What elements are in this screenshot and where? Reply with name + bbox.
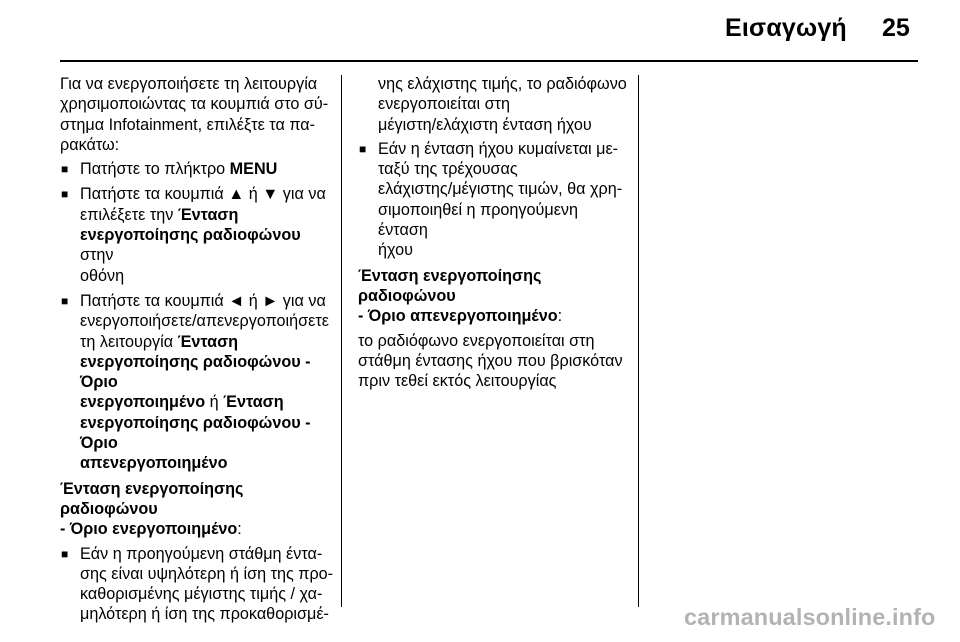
bullet-square-icon: ■ xyxy=(61,546,69,561)
list-item-continued: νης ελάχιστης τιμής, το ραδιόφωνο ενεργοποιείται στη μέγιστη/ελάχιστη ένταση ήχου xyxy=(378,75,627,134)
section-heading: Ένταση ενεργοποίησης ραδιοφώνου - Όριο ενεργοποιημένο: xyxy=(60,479,244,539)
list-item: ■ Πατήστε τα κουμπιά ▲ ή ▼ για να επιλέξετε την Ένταση ενεργοποίησης ραδιοφώνου στην οθόνη xyxy=(61,185,326,285)
body-paragraph: το ραδιόφωνο ενεργοποιείται στη στάθμη έντασης ήχου που βρισκόταν πριν τεθεί εκτός λειτουργίας xyxy=(358,331,623,391)
watermark-text: carmanualsonline.info xyxy=(684,604,936,630)
list-item: ■ Πατήστε τα κουμπιά ◄ ή ► για να ενεργοποιήσετε/απενεργοποιήσετε τη λειτουργία Ένταση ενεργοποίησης ραδιοφώνου - Όριο ενεργοποιημένο ή Ένταση ενεργοποίησης ραδιοφώνου - Όριο απενεργοποιημένο xyxy=(61,291,329,473)
bullet-square-icon: ■ xyxy=(61,187,69,202)
bullet-square-icon: ■ xyxy=(359,141,367,156)
list-item: ■ Εάν η ένταση ήχου κυμαίνεται με- ταξύ της τρέχουσας ελάχιστης/μέγιστης τιμών, θα χρη- σιμοποιηθεί η προηγούμενη ένταση ήχου xyxy=(359,139,623,260)
column-divider-1 xyxy=(341,75,342,607)
list-item: ■ Πατήστε το πλήκτρο MENU xyxy=(61,160,278,179)
column-1 xyxy=(60,74,338,630)
column-divider-2 xyxy=(638,75,639,607)
bullet-square-icon: ■ xyxy=(61,293,69,308)
bullet-square-icon: ■ xyxy=(61,162,69,177)
list-item: ■ Εάν η προηγούμενη στάθμη έντα- σης είναι υψηλότερη ή ίση της προ- καθορισμένης μέγιστης τιμής / χα- μηλότερη ή ίση της προκαθορισμέ- xyxy=(61,544,334,624)
header-rule xyxy=(60,60,918,62)
section-heading: Ένταση ενεργοποίησης ραδιοφώνου - Όριο απενεργοποιημένο: xyxy=(358,266,563,326)
intro-paragraph: Για να ενεργοποιήσετε τη λειτουργία χρησιμοποιώντας τα κουμπιά στο σύ- στημα Infotainment, επιλέξτε τα πα- ρακάτω: xyxy=(60,75,329,154)
column-2 xyxy=(358,74,632,395)
page-title: Εισαγωγή xyxy=(725,14,847,42)
page-number: 25 xyxy=(882,14,910,42)
